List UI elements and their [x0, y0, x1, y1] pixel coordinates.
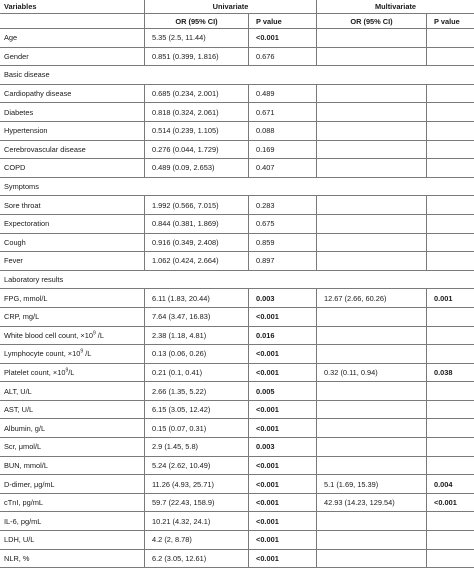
- table-row: [0, 419, 474, 438]
- uni-or-cell: 4.2 (2, 8.78): [145, 531, 249, 550]
- section-row: [0, 270, 474, 289]
- multi-or-cell: [317, 326, 427, 345]
- multi-or-cell: [317, 531, 427, 550]
- multi-p-cell: [427, 103, 474, 122]
- uni-p-cell: 0.407: [249, 159, 317, 178]
- uni-p-cell: 0.169: [249, 140, 317, 159]
- uni-or-cell: 0.13 (0.06, 0.26): [145, 345, 249, 364]
- multi-or-cell: [317, 382, 427, 401]
- uni-or-cell: 0.851 (0.399, 1.816): [145, 47, 249, 66]
- variable-label-unit: /L: [83, 349, 92, 359]
- table-row: [0, 307, 474, 326]
- uni-or-cell: 1.062 (0.424, 2.664): [145, 252, 249, 271]
- variable-label: [0, 382, 145, 401]
- multi-or-cell: [317, 140, 427, 159]
- multi-or-cell: [317, 456, 427, 475]
- uni-or-cell: 6.2 (3.05, 12.61): [145, 549, 249, 568]
- variable-label: [0, 214, 145, 233]
- variable-label-text: Gender: [4, 51, 29, 61]
- table-row: [0, 196, 474, 215]
- uni-p-cell: 0.675: [249, 214, 317, 233]
- variable-label-text: LDH, U/L: [4, 535, 35, 545]
- uni-p-cell: 0.003: [249, 438, 317, 457]
- table-row: [0, 289, 474, 308]
- multi-p-cell: 0.038: [427, 363, 474, 382]
- multi-or-cell: [317, 214, 427, 233]
- variable-label-text: Fever: [4, 256, 23, 266]
- uni-or-cell: 6.11 (1.83, 20.44): [145, 289, 249, 308]
- variable-label-exponent: 9: [80, 348, 84, 355]
- variable-label: [0, 140, 145, 159]
- multi-p-cell: 0.004: [427, 475, 474, 494]
- uni-or-cell: 10.21 (4.32, 24.1): [145, 512, 249, 531]
- multi-p-cell: [427, 419, 474, 438]
- uni-p-cell: 0.003: [249, 289, 317, 308]
- table-row: [0, 549, 474, 568]
- variable-label-text: Platelet count, ×10: [4, 367, 66, 377]
- multi-or-cell: [317, 233, 427, 252]
- variable-label-exponent: 9: [65, 367, 69, 374]
- multi-p-cell: [427, 214, 474, 233]
- uni-p-cell: 0.897: [249, 252, 317, 271]
- multi-or-cell: [317, 549, 427, 568]
- multi-or-cell: 12.67 (2.66, 60.26): [317, 289, 427, 308]
- uni-p-cell: <0.001: [249, 549, 317, 568]
- table-row: [0, 252, 474, 271]
- multi-or-cell: [317, 307, 427, 326]
- header-multivariate: Multivariate: [317, 0, 474, 14]
- uni-p-cell: 0.676: [249, 47, 317, 66]
- header-multi-or: OR (95% CI): [317, 14, 427, 29]
- table-row: [0, 363, 474, 382]
- uni-or-cell: 11.26 (4.93, 25.71): [145, 475, 249, 494]
- header-uni-or: OR (95% CI): [145, 14, 249, 29]
- variable-label: [0, 233, 145, 252]
- variable-label-text: Age: [4, 33, 18, 43]
- multi-p-cell: [427, 531, 474, 550]
- uni-p-cell: 0.489: [249, 84, 317, 103]
- uni-p-cell: <0.001: [249, 345, 317, 364]
- multi-p-cell: [427, 252, 474, 271]
- uni-or-cell: 59.7 (22.43, 158.9): [145, 493, 249, 512]
- uni-or-cell: 6.15 (3.05, 12.42): [145, 400, 249, 419]
- multi-or-cell: 0.32 (0.11, 0.94): [317, 363, 427, 382]
- multi-p-cell: [427, 233, 474, 252]
- variable-label-text: Cardiopathy disease: [4, 89, 72, 99]
- uni-p-cell: <0.001: [249, 307, 317, 326]
- variable-label-text: Scr, μmol/L: [4, 442, 42, 452]
- variable-label: [0, 438, 145, 457]
- variable-label-text: Cerebrovascular disease: [4, 144, 86, 154]
- section-row: [0, 66, 474, 85]
- uni-or-cell: 0.21 (0.1, 0.41): [145, 363, 249, 382]
- table-row: [0, 233, 474, 252]
- variable-label-text: Diabetes: [4, 107, 34, 117]
- variable-label-exponent: 9: [92, 330, 96, 337]
- uni-or-cell: 5.24 (2.62, 10.49): [145, 456, 249, 475]
- variable-label: [0, 159, 145, 178]
- table-row: [0, 456, 474, 475]
- multi-or-cell: [317, 121, 427, 140]
- variable-label: [0, 531, 145, 550]
- multi-or-cell: [317, 345, 427, 364]
- multi-p-cell: [427, 140, 474, 159]
- multi-p-cell: [427, 159, 474, 178]
- variable-label: [0, 363, 145, 382]
- multi-p-cell: [427, 382, 474, 401]
- uni-p-cell: 0.283: [249, 196, 317, 215]
- variable-label-text: Hypertension: [4, 126, 48, 136]
- section-label: Laboratory results: [0, 270, 474, 289]
- uni-p-cell: 0.859: [249, 233, 317, 252]
- variable-label-text: White blood cell count, ×10: [4, 330, 93, 340]
- variable-label-text: IL-6, pg/mL: [4, 516, 42, 526]
- multi-or-cell: [317, 103, 427, 122]
- multi-p-cell: [427, 345, 474, 364]
- uni-p-cell: 0.088: [249, 121, 317, 140]
- multi-p-cell: [427, 549, 474, 568]
- table-row: [0, 29, 474, 48]
- variable-label-text: Albumin, g/L: [4, 423, 46, 433]
- uni-p-cell: <0.001: [249, 531, 317, 550]
- header-empty: [0, 14, 145, 29]
- variable-label: [0, 29, 145, 48]
- uni-p-cell: <0.001: [249, 512, 317, 531]
- table-row: [0, 382, 474, 401]
- multi-p-cell: [427, 512, 474, 531]
- uni-p-cell: <0.001: [249, 419, 317, 438]
- section-label: Basic disease: [0, 66, 474, 85]
- variable-label-text: AST, U/L: [4, 405, 34, 415]
- uni-or-cell: 0.818 (0.324, 2.061): [145, 103, 249, 122]
- multi-or-cell: 5.1 (1.69, 15.39): [317, 475, 427, 494]
- table-row: [0, 400, 474, 419]
- table-body: [0, 29, 474, 568]
- table-row: [0, 47, 474, 66]
- variable-label: [0, 512, 145, 531]
- table-row: [0, 438, 474, 457]
- uni-p-cell: <0.001: [249, 363, 317, 382]
- section-label: Symptoms: [0, 177, 474, 196]
- table-row: [0, 512, 474, 531]
- table-row: [0, 103, 474, 122]
- variable-label-unit: /L: [68, 367, 75, 377]
- multi-or-cell: [317, 438, 427, 457]
- table-row: [0, 140, 474, 159]
- uni-p-cell: 0.016: [249, 326, 317, 345]
- multi-p-cell: 0.001: [427, 289, 474, 308]
- variable-label-text: BUN, mmol/L: [4, 460, 48, 470]
- uni-or-cell: 0.276 (0.044, 1.729): [145, 140, 249, 159]
- multi-p-cell: [427, 400, 474, 419]
- table-row: [0, 326, 474, 345]
- multi-p-cell: [427, 326, 474, 345]
- table-row: [0, 493, 474, 512]
- uni-p-cell: <0.001: [249, 493, 317, 512]
- header-multi-p: P value: [427, 14, 474, 29]
- variable-label-text: D-dimer, μg/mL: [4, 479, 55, 489]
- uni-or-cell: 2.9 (1.45, 5.8): [145, 438, 249, 457]
- variable-label-text: Cough: [4, 237, 26, 247]
- uni-p-cell: 0.671: [249, 103, 317, 122]
- variable-label: [0, 121, 145, 140]
- uni-or-cell: 7.64 (3.47, 16.83): [145, 307, 249, 326]
- uni-or-cell: 2.38 (1.18, 4.81): [145, 326, 249, 345]
- multi-or-cell: [317, 159, 427, 178]
- multi-p-cell: [427, 47, 474, 66]
- uni-or-cell: 0.685 (0.234, 2.001): [145, 84, 249, 103]
- uni-or-cell: 2.66 (1.35, 5.22): [145, 382, 249, 401]
- variable-label-text: COPD: [4, 163, 26, 173]
- multi-p-cell: [427, 456, 474, 475]
- table-row: [0, 84, 474, 103]
- header-row-groups: [0, 0, 474, 14]
- multi-or-cell: [317, 252, 427, 271]
- uni-or-cell: 0.844 (0.381, 1.869): [145, 214, 249, 233]
- uni-or-cell: 5.35 (2.5, 11.44): [145, 29, 249, 48]
- variable-label: [0, 289, 145, 308]
- table-row: [0, 475, 474, 494]
- multi-or-cell: [317, 47, 427, 66]
- table-row: [0, 159, 474, 178]
- multi-p-cell: [427, 438, 474, 457]
- uni-p-cell: <0.001: [249, 456, 317, 475]
- uni-or-cell: 0.514 (0.239, 1.105): [145, 121, 249, 140]
- variable-label-text: NLR, %: [4, 553, 30, 563]
- variable-label: [0, 196, 145, 215]
- variable-label: [0, 419, 145, 438]
- uni-or-cell: 0.916 (0.349, 2.408): [145, 233, 249, 252]
- variable-label: [0, 493, 145, 512]
- header-uni-p: P value: [249, 14, 317, 29]
- variable-label: [0, 84, 145, 103]
- table-row: [0, 345, 474, 364]
- multi-or-cell: [317, 400, 427, 419]
- multi-p-cell: <0.001: [427, 493, 474, 512]
- uni-or-cell: 1.992 (0.566, 7.015): [145, 196, 249, 215]
- variable-label: [0, 400, 145, 419]
- variable-label-unit: /L: [95, 330, 104, 340]
- variable-label-text: cTnI, pg/mL: [4, 498, 44, 508]
- variable-label: [0, 549, 145, 568]
- section-row: [0, 177, 474, 196]
- header-row-columns: [0, 14, 474, 29]
- multi-p-cell: [427, 121, 474, 140]
- multi-or-cell: [317, 512, 427, 531]
- uni-p-cell: <0.001: [249, 475, 317, 494]
- variable-label-text: Sore throat: [4, 200, 41, 210]
- multi-p-cell: [427, 84, 474, 103]
- multi-or-cell: [317, 196, 427, 215]
- multi-p-cell: [427, 29, 474, 48]
- variable-label-text: ALT, U/L: [4, 386, 32, 396]
- multi-or-cell: [317, 29, 427, 48]
- multi-or-cell: 42.93 (14.23, 129.54): [317, 493, 427, 512]
- variable-label: [0, 307, 145, 326]
- variable-label-text: CRP, mg/L: [4, 312, 40, 322]
- variable-label: [0, 103, 145, 122]
- variable-label: [0, 456, 145, 475]
- uni-or-cell: 0.15 (0.07, 0.31): [145, 419, 249, 438]
- table-row: [0, 121, 474, 140]
- variable-label: [0, 252, 145, 271]
- variable-label-text: FPG, mmol/L: [4, 293, 48, 303]
- uni-p-cell: <0.001: [249, 29, 317, 48]
- uni-p-cell: 0.005: [249, 382, 317, 401]
- uni-or-cell: 0.489 (0.09, 2.653): [145, 159, 249, 178]
- variable-label: [0, 47, 145, 66]
- variable-label-text: Expectoration: [4, 219, 50, 229]
- table-row: [0, 531, 474, 550]
- multi-p-cell: [427, 196, 474, 215]
- variable-label: [0, 345, 145, 364]
- multi-or-cell: [317, 419, 427, 438]
- header-variables: Variables: [0, 0, 145, 14]
- header-univariate: Univariate: [145, 0, 317, 14]
- uni-p-cell: <0.001: [249, 400, 317, 419]
- variable-label-text: Lymphocyte count, ×10: [4, 349, 81, 359]
- multi-or-cell: [317, 84, 427, 103]
- variable-label: [0, 475, 145, 494]
- variable-label: [0, 326, 145, 345]
- multi-p-cell: [427, 307, 474, 326]
- table-row: [0, 214, 474, 233]
